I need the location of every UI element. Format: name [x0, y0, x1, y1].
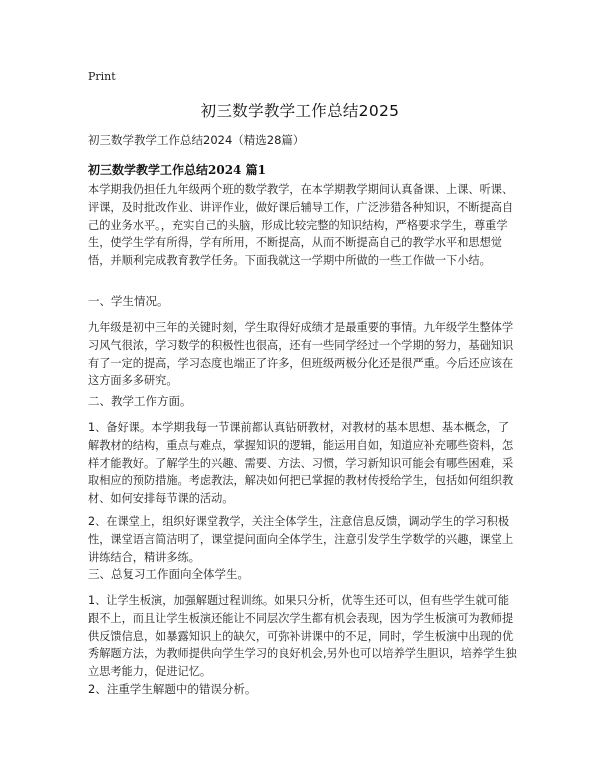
print-label: Print [88, 70, 116, 83]
heading-error-analysis: 2、注重学生解题中的错误分析。 [88, 682, 257, 696]
document-title: 初三数学教学工作总结2025 [200, 102, 400, 120]
intro-paragraph: 本学期我仍担任九年级两个班的数学教学，在本学期教学期间认真备课、上课、听课、评课，及时批改作业、讲评作业，做好课后辅导工作，广泛涉猎各种知识，不断提高自己的业务水平。，充实自己的头脑，形成比较完整的知识结构，严格要求学生，尊重学生，使学生学有所得，学有所用，不断提高，从而不断提高自己的教学水平和思想觉悟，并顺利完成教育教学任务。下面我就这一学期中所做的一些工作做一下小结。 [88, 183, 514, 268]
paragraph-student-situation: 九年级是初中三年的关键时刻，学生取得好成绩才是最重要的事情。九年级学生整体学习风气很浓，学习数学的积极性也很高，还有一些同学经过一个学期的努力，基础知识有了一定的提高，学习态度也端正了许多，但班级两极分化还是很严重。今后还应该在这方面多多研究。 [88, 321, 514, 388]
heading-student-situation: 一、学生情况。 [88, 294, 169, 308]
paragraph-classroom: 2、在课堂上，组织好课堂教学，关注全体学生，注意信息反馈，调动学生的学习积极性，课堂语言简洁明了，课堂提问面向全体学生，注意引发学生学数学的兴趣，课堂上讲练结合，精讲多练。 [88, 515, 514, 564]
heading-teaching-work: 二、教学工作方面。 [88, 394, 192, 408]
section-title: 初三数学教学工作总结2024 篇1 [88, 163, 266, 177]
heading-review-work: 三、总复习工作面向全体学生。 [88, 567, 249, 581]
document-subtitle: 初三数学教学工作总结2024（精选28篇） [88, 133, 305, 147]
paragraph-board-practice: 1、让学生板演，加强解题过程训练。如果只分析，优等生还可以，但有些学生就可能跟不上，而且让学生板演还能让不同层次学生都有机会表现，因为学生板演可为教师提供反馈信息，如暴露知识上的缺欠，可弥补讲课中的不足，同时，学生板演中出现的优秀解题方法，为教师提供向学生学习的良好机会,另外也可以培养学生胆识，培养学生独立思考能力，促进记忆。 [88, 594, 517, 679]
paragraph-lesson-prep: 1、备好课。本学期我每一节课前都认真钻研教材，对教材的基本思想、基本概念，了解教材的结构，重点与难点，掌握知识的逻辑，能运用自如，知道应补充哪些资料，怎样才能教好。了解学生的兴趣、需要、方法、习惯，学习新知识可能会有哪些困难，采取相应的预防措施。考虑教法，解决如何把已掌握的教材传授给学生，包括如何组织教材、如何安排每节课的活动。 [88, 421, 514, 506]
